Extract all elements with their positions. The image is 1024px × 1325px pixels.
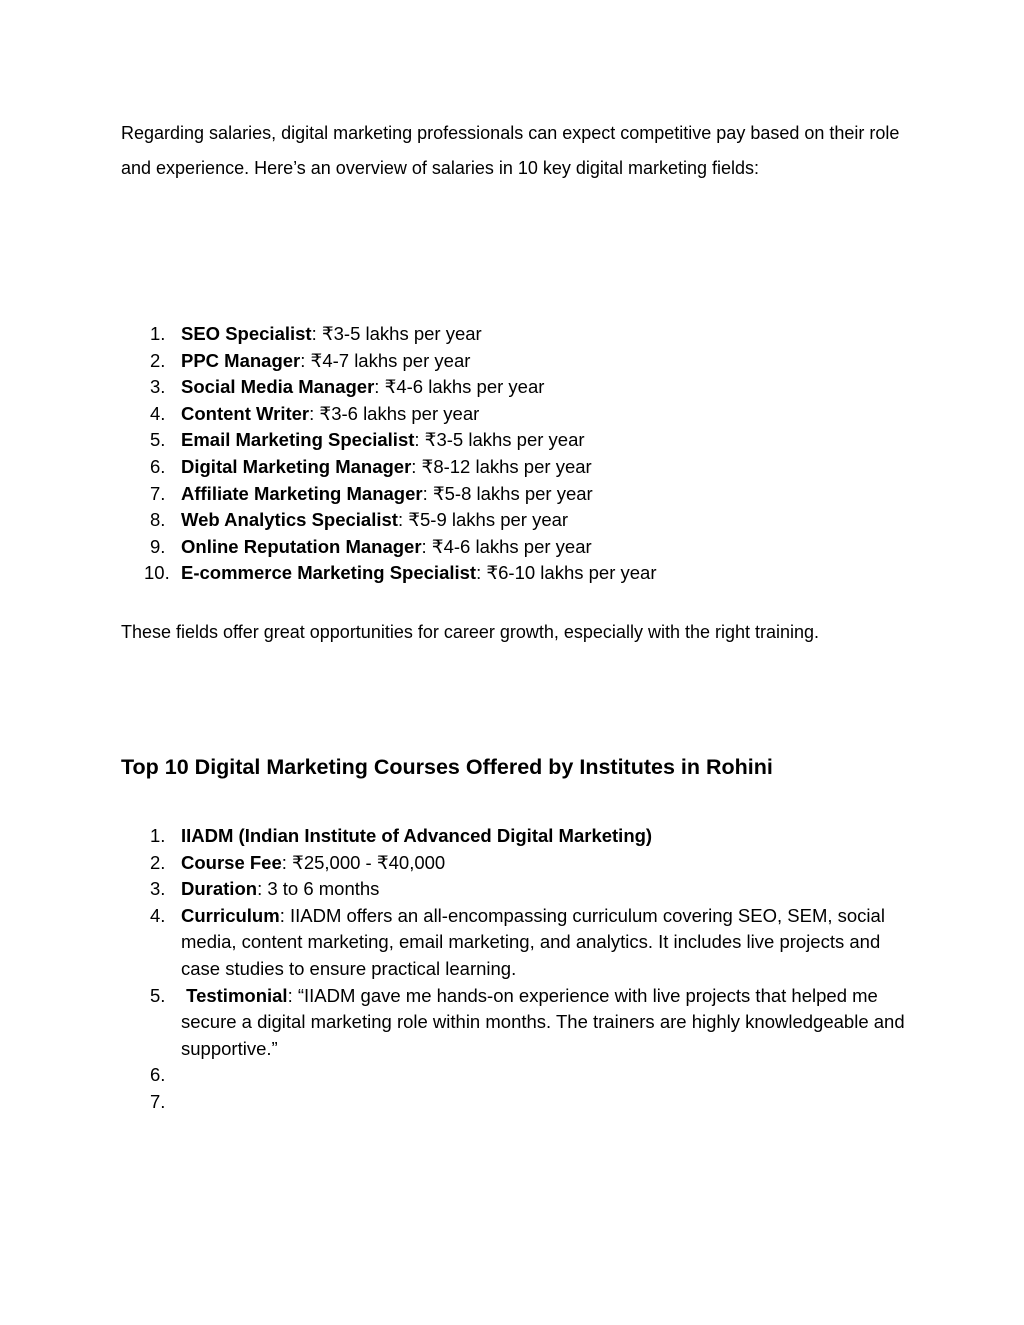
list-item	[121, 560, 921, 587]
list-item-text: : ₹4-6 lakhs per year	[421, 535, 592, 557]
list-item	[121, 850, 921, 877]
salary-list	[121, 321, 921, 587]
list-item-title: Content Writer	[181, 402, 310, 424]
list-number: 2.	[150, 349, 166, 371]
list-item-title: Curriculum	[181, 904, 280, 926]
list-number: 7.	[150, 1090, 166, 1112]
intro-paragraph: Regarding salaries, digital marketing professionals can expect competitive pay based on their role and experience. Here’s an overview of salaries in 10 key digital marketing fields:	[121, 123, 900, 178]
list-number: 3.	[150, 878, 166, 900]
list-number: 3.	[150, 376, 166, 398]
closing-paragraph: These fields offer great opportunities for career growth, especially with the right training.	[121, 622, 820, 642]
list-number: 4.	[150, 402, 166, 424]
list-item-text: : ₹5-9 lakhs per year	[397, 509, 569, 531]
list-number: 6.	[150, 1064, 166, 1086]
list-item-title: SEO Specialist	[181, 323, 312, 344]
list-item-text: : ₹25,000 - ₹40,000	[281, 851, 446, 873]
list-number: 5.	[150, 429, 166, 451]
list-number: 1.	[150, 825, 166, 846]
list-item-title: PPC Manager	[181, 349, 301, 371]
list-item-text: : ₹4-6 lakhs per year	[374, 376, 545, 398]
list-item-title: IIADM (Indian Institute of Advanced Digital Marketing)	[181, 825, 653, 846]
list-number: 6.	[150, 455, 166, 477]
list-item-title: Course Fee	[181, 851, 282, 873]
list-item	[121, 481, 921, 508]
list-item	[121, 454, 921, 481]
list-item	[121, 823, 921, 850]
list-item-text: : “IIADM gave me hands-on experience with live projects that helped me secure a digital marketing role within months. The trainers are highly knowledgeable and supportive.”	[181, 984, 905, 1059]
list-number: 4.	[150, 904, 166, 926]
list-number: 9.	[150, 535, 166, 557]
list-item-title: Affiliate Marketing Manager	[181, 482, 423, 504]
list-item	[121, 321, 921, 348]
list-item-title: Web Analytics Specialist	[181, 509, 398, 531]
list-number: 8.	[150, 509, 166, 531]
list-item	[121, 507, 921, 534]
list-number: 5.	[150, 984, 166, 1006]
list-item	[121, 903, 921, 983]
list-item-text: : ₹8-12 lakhs per year	[411, 455, 592, 477]
list-number: 10.	[144, 562, 170, 584]
list-item-text: : ₹6-10 lakhs per year	[476, 562, 657, 584]
list-number: 7.	[150, 482, 166, 504]
list-item	[121, 534, 921, 561]
course-list	[121, 823, 921, 1116]
list-item-title: E-commerce Marketing Specialist	[181, 562, 477, 584]
list-item	[121, 374, 921, 401]
list-item-text: : ₹3-5 lakhs per year	[414, 429, 585, 451]
section-heading: Top 10 Digital Marketing Courses Offered by Institutes in Rohini	[121, 755, 773, 779]
list-item-text: : ₹3-6 lakhs per year	[309, 402, 480, 424]
list-item	[121, 427, 921, 454]
list-item-text: : ₹4-7 lakhs per year	[300, 349, 471, 371]
list-item-text: : ₹3-5 lakhs per year	[311, 323, 482, 344]
list-item	[121, 401, 921, 428]
list-item	[121, 983, 921, 1063]
list-item-text: : IIADM offers an all-encompassing curriculum covering SEO, SEM, social media, content marketing, email marketing, and analytics. It includes live projects and case studies to ensure practical learning.	[181, 904, 885, 979]
list-item-title: Social Media Manager	[181, 376, 375, 398]
list-item	[121, 876, 921, 903]
list-number: 2.	[150, 851, 166, 873]
list-item-title: Digital Marketing Manager	[181, 455, 412, 477]
list-item-title: Email Marketing Specialist	[181, 429, 415, 451]
list-item-text: : ₹5-8 lakhs per year	[422, 482, 593, 504]
list-item-title: Duration	[181, 878, 258, 900]
list-item-text: : 3 to 6 months	[257, 878, 380, 900]
list-item-title: Online Reputation Manager	[181, 535, 422, 557]
list-number: 1.	[150, 323, 166, 344]
list-item-title: Testimonial	[181, 984, 288, 1006]
list-item	[121, 348, 921, 375]
list-item	[121, 1089, 921, 1116]
list-item	[121, 1062, 921, 1089]
